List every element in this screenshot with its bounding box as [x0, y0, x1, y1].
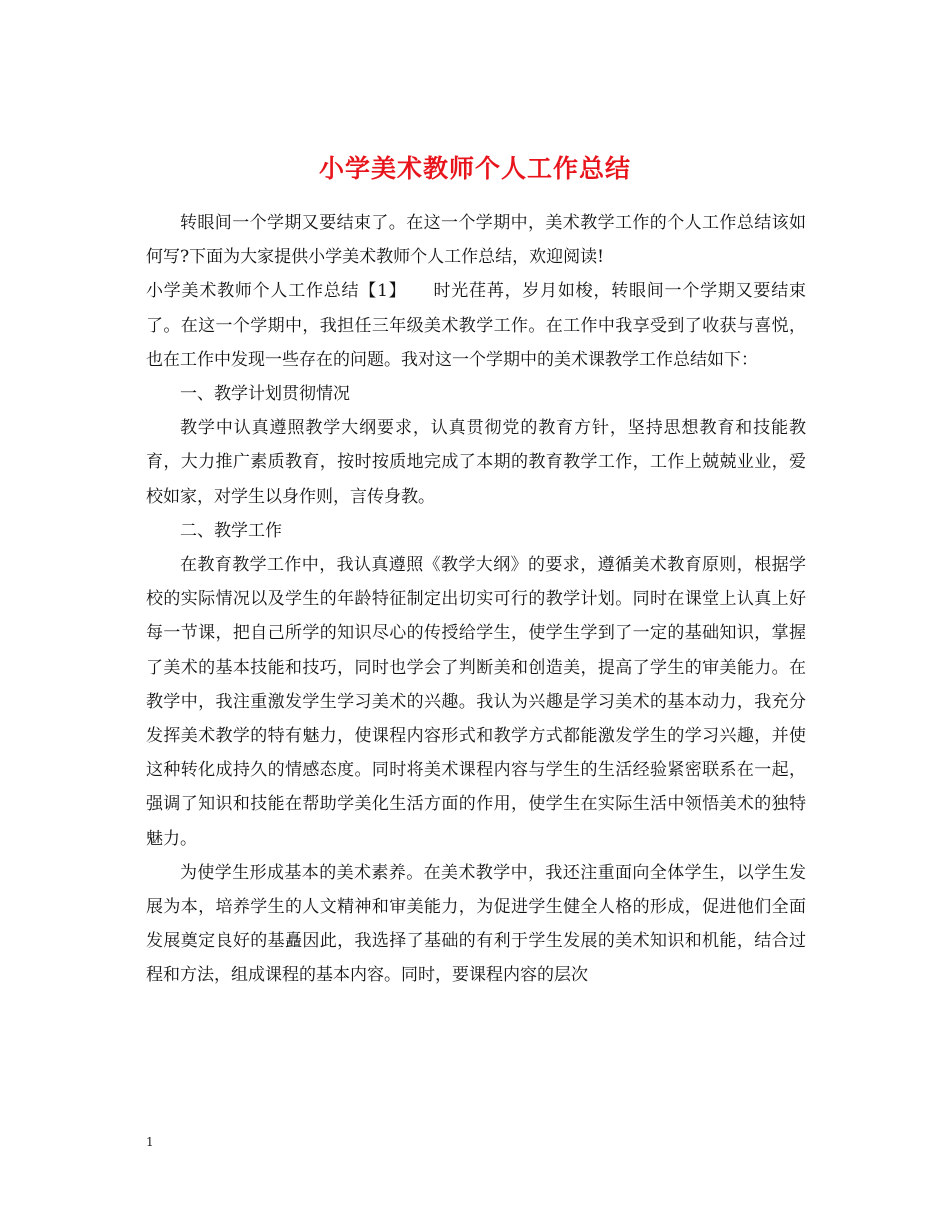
paragraph-art-literacy: 为使学生形成基本的美术素养。在美术教学中，我还注重面向全体学生，以学生发展为本，培养学生的人文精神和审美能力，为促进学生健全人格的形成，促进他们全面发展奠定良好的基矗因此，我选择了基础的有利于学生发展的美术知识和机能，结合过程和方法，组成课程的基本内容。同时，要课程内容的层次: [146, 862, 806, 986]
paragraph-teaching-work: 在教育教学工作中，我认真遵照《教学大纲》的要求，遵循美术教育原则，根据学校的实际情况以及学生的年龄特征制定出切实可行的教学计划。同时在课堂上认真上好每一节课，把自己所学的知识尽心的传授给学生，使学生学到了一定的基础知识，掌握了美术的基本技能和技巧，同时也学会了判断美和创造美，提高了学生的审美能力。在教学中，我注重激发学生学习美术的兴趣。我认为兴趣是学习美术的基本动力，我充分发挥美术教学的特有魅力，使课程内容形式和教学方式都能激发学生的学习兴趣，并使这种转化成持久的情感态度。同时将美术课程内容与学生的生活经验紧密联系在一起，强调了知识和技能在帮助学美化生活方面的作用，使学生在实际生活中领悟美术的独特魅力。: [146, 555, 806, 849]
heading-teaching-plan: 一、教学计划贯彻情况: [180, 384, 350, 405]
document-title: 小学美术教师个人工作总结: [318, 153, 631, 183]
paragraph-section-1-opening: 小学美术教师个人工作总结【1】 时光荏苒，岁月如梭，转眼间一个学期又要结束了。在这一个学期中，我担任三年级美术教学工作。在工作中我享受到了收获与喜悦，也在工作中发现一些存在的问题。我对这一个学期中的美术课教学工作总结如下：: [146, 281, 806, 370]
heading-teaching-work: 二、教学工作: [180, 520, 282, 541]
paragraph-intro: 转眼间一个学期又要结束了。在这一个学期中，美术教学工作的个人工作总结该如何写?下面为大家提供小学美术教师个人工作总结，欢迎阅读!: [146, 213, 806, 268]
document-body: [146, 206, 806, 993]
paragraph-teaching-plan: 教学中认真遵照教学大纲要求，认真贯彻党的教育方针，坚持思想教育和技能教育，大力推广素质教育，按时按质地完成了本期的教育教学工作，工作上兢兢业业，爱校如家，对学生以身作则，言传身教。: [146, 418, 806, 507]
page-number: 1: [146, 1135, 154, 1149]
